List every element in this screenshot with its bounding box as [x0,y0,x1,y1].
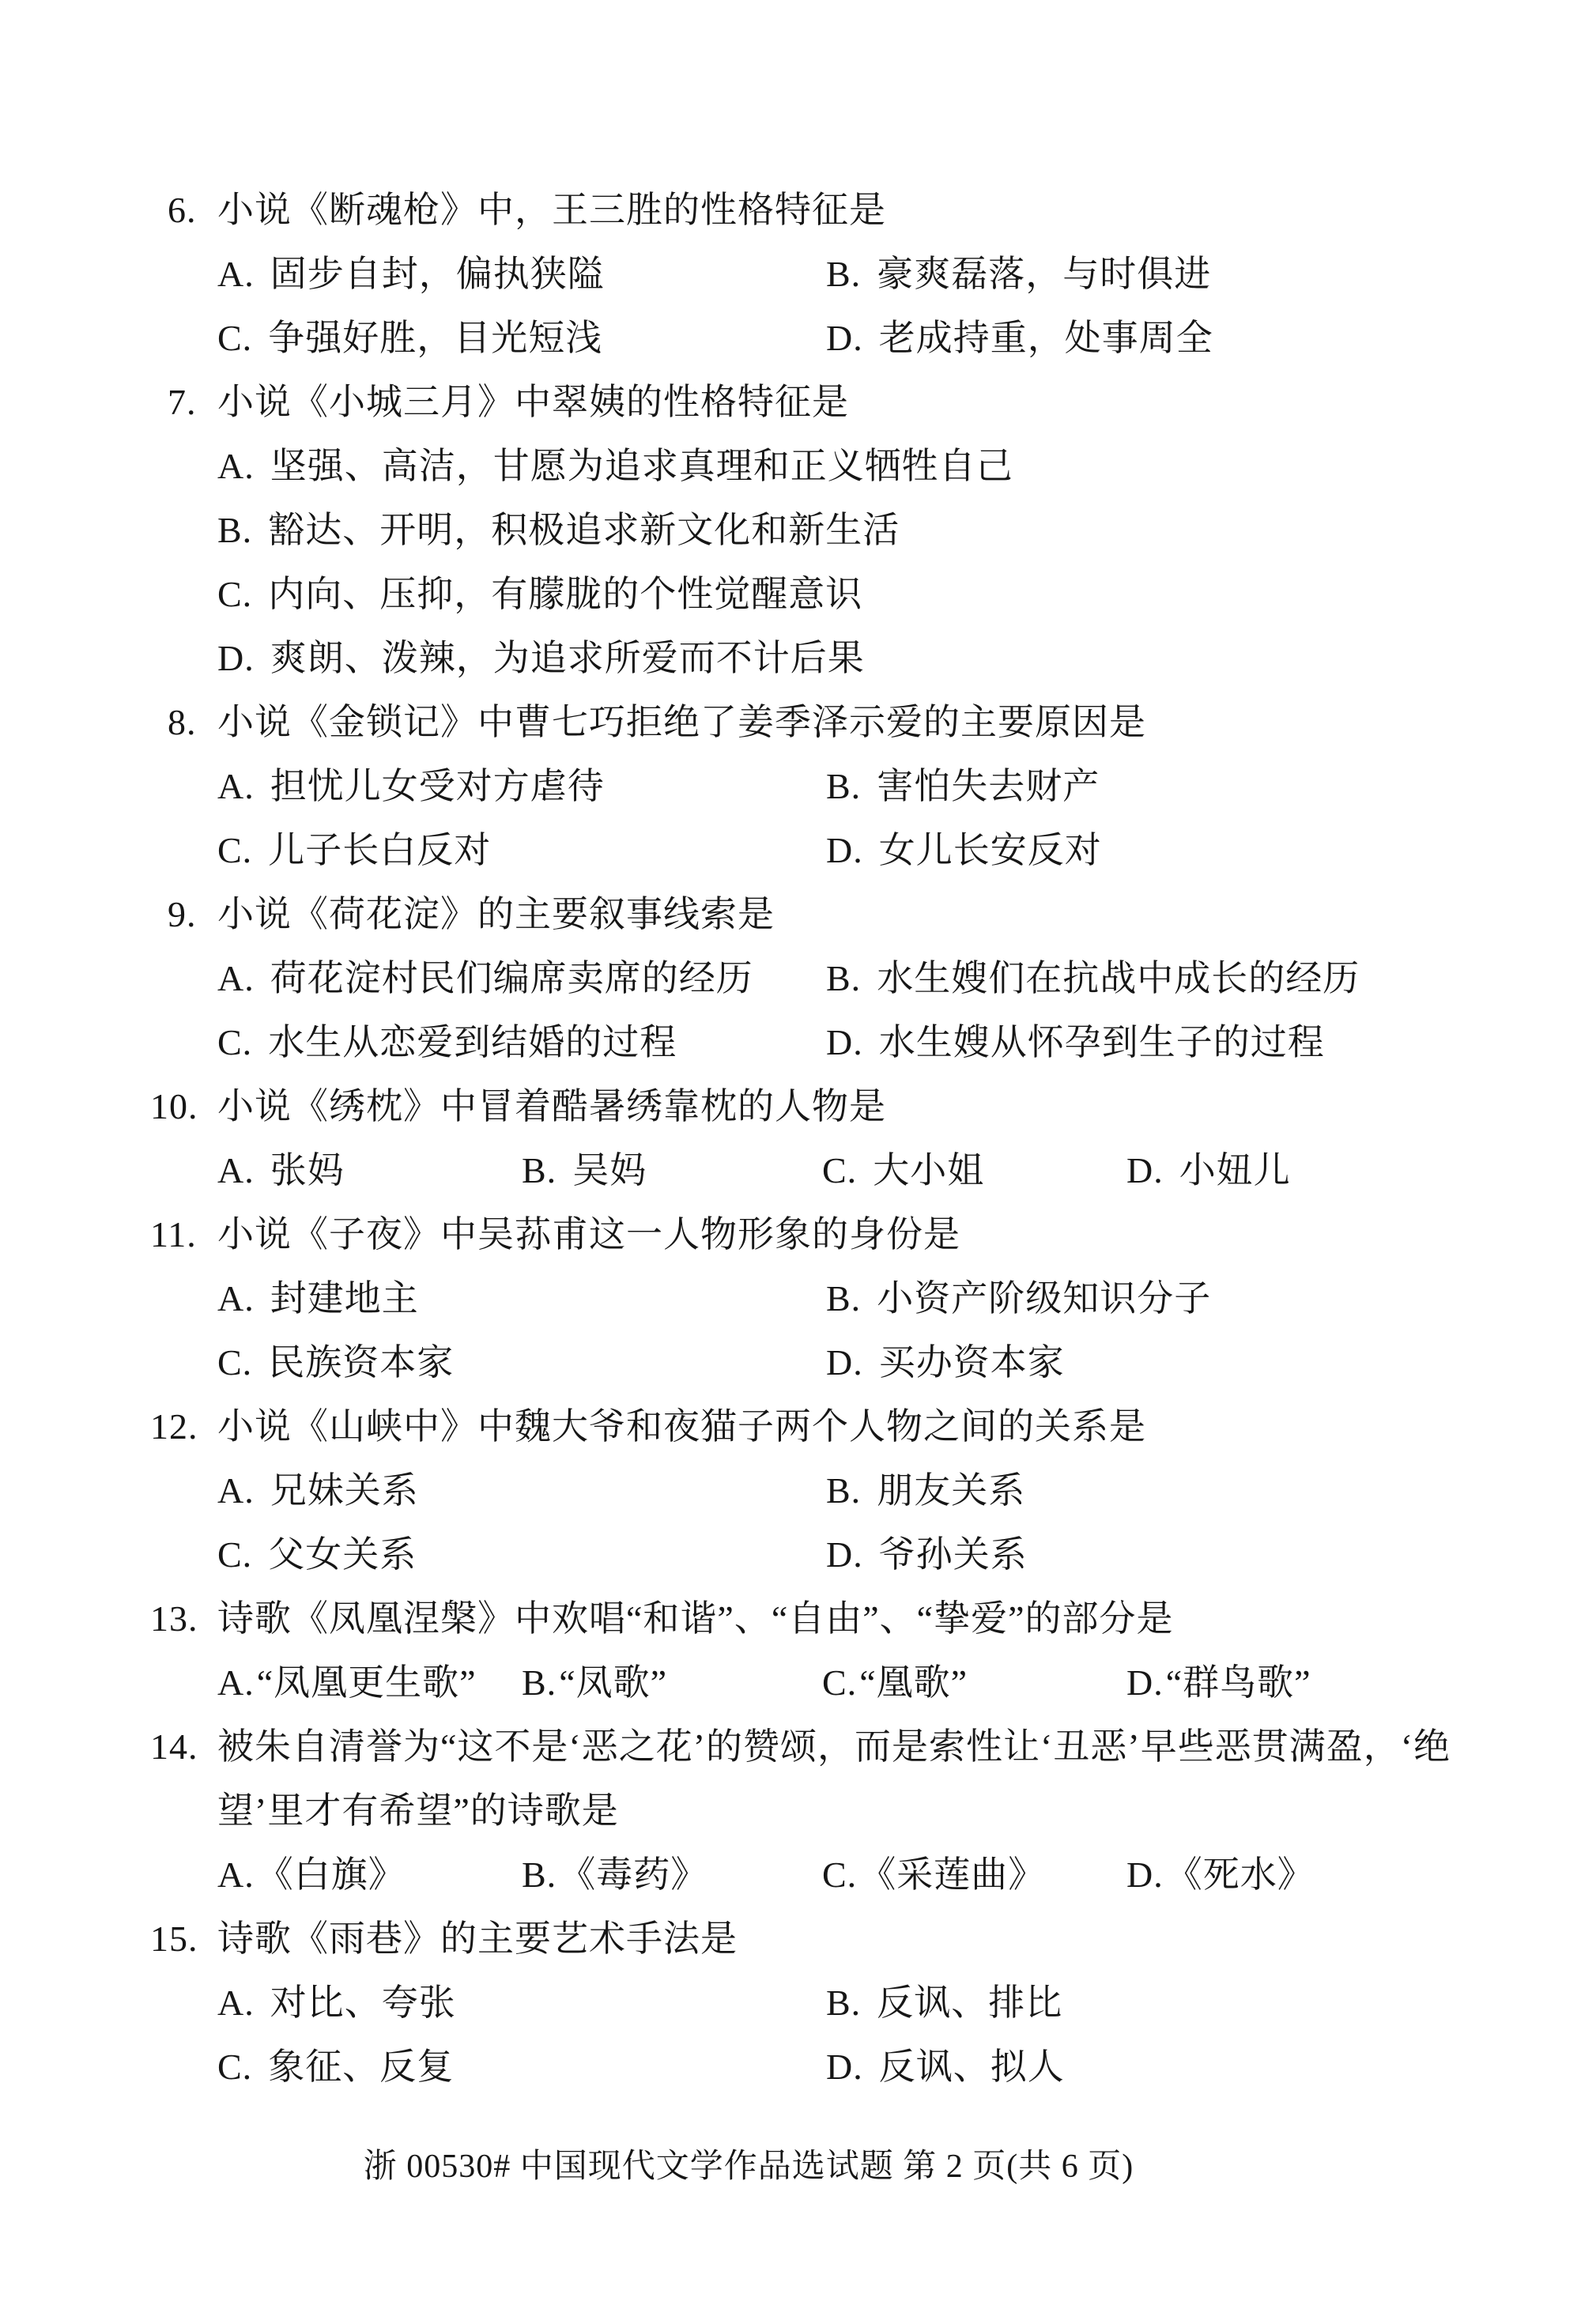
option-text: 水生从恋爱到结婚的过程 [268,1022,677,1062]
option [217,1971,826,2035]
option [217,306,826,370]
option [217,754,826,818]
option-row [0,754,1581,818]
option-text: 朋友关系 [877,1470,1026,1511]
option [217,1330,826,1394]
option-row [0,1010,1581,1074]
option-row [0,1458,1581,1522]
option-text: 《死水》 [1165,1854,1315,1895]
option-text: 《白旗》 [256,1854,406,1895]
option [826,818,1102,882]
option-label: A. [217,766,255,806]
option-row [0,562,1581,626]
stem-text: 小说《山峡中》中魏大爷和夜猫子两个人物之间的关系是 [217,1406,1146,1447]
option [217,434,1013,498]
option-text: 荷花淀村民们编席卖席的经历 [270,958,753,998]
page-footer-row [0,2140,1581,2187]
option-label: B. [522,1854,557,1895]
option-label: D. [826,830,863,870]
option [826,1330,1065,1394]
option-row [0,1138,1581,1202]
option [217,2035,826,2099]
option-text: 豁达、开明，积极追求新文化和新生活 [268,510,900,550]
option-text: 父女关系 [268,1534,417,1575]
option-row [0,1651,1581,1715]
question-number: 13. [150,1598,198,1639]
option [1126,1651,1311,1715]
option-label: A. [217,1854,255,1895]
option-text: 老成持重，处事周全 [878,318,1213,358]
option-label: D. [826,1342,863,1383]
option-text: 水生嫂从怀孕到生子的过程 [878,1022,1325,1062]
question-stem-continued [0,1779,1581,1843]
option-text: 争强好胜，目光短浅 [268,318,603,358]
option-label: C. [217,574,253,614]
option-label: C. [822,1150,858,1190]
option-label: D. [826,318,863,358]
question-stem [0,882,1581,946]
option-row [0,498,1581,562]
option [826,306,1213,370]
option-label: A. [217,1150,255,1190]
option [826,1266,1211,1330]
option-text: “凰歌” [859,1662,968,1703]
question-stem [0,1394,1581,1458]
option-label: C. [217,830,253,870]
option-label: A. [217,1662,255,1703]
option-label: C. [217,1022,253,1062]
option-row [0,1843,1581,1907]
option-row [0,2035,1581,2099]
option-label: C. [217,1342,253,1383]
option-row [0,818,1581,882]
option-text: 兄妹关系 [270,1470,419,1511]
option-label: A. [217,1470,255,1511]
option [826,1010,1325,1074]
option-label: D. [826,1534,863,1575]
option [1126,1138,1291,1202]
option-label: D. [1126,1854,1164,1895]
option [822,1651,1126,1715]
option [217,626,865,690]
option-text: 内向、压抑，有朦胧的个性觉醒意识 [268,574,863,614]
option-text: 对比、夸张 [270,1983,456,2023]
option-label: C. [217,318,253,358]
option [217,1138,522,1202]
question-stem [0,1907,1581,1971]
question-stem [0,690,1581,754]
option-label: D. [826,1022,863,1062]
option-text: 民族资本家 [268,1342,455,1383]
option-text: 害怕失去财产 [877,766,1100,806]
option-text: 豪爽磊落，与时俱进 [877,254,1212,294]
option-row [0,306,1581,370]
stem-text: 望’里才有希望”的诗歌是 [217,1790,619,1831]
option [1126,1843,1315,1907]
option [522,1138,822,1202]
stem-text: 诗歌《凤凰涅槃》中欢唱“和谐”、“自由”、“挚爱”的部分是 [217,1598,1174,1639]
option-text: 爽朗、泼辣，为追求所爱而不计后果 [270,638,865,678]
option-text: “凤凰更生歌” [256,1662,477,1703]
page-footer: 浙 00530# 中国现代文学作品选试题 第 2 页(共 6 页) [363,2149,1134,2185]
option-label: B. [826,958,862,998]
stem-text: 小说《小城三月》中翠姨的性格特征是 [217,382,849,422]
option-label: B. [826,1278,862,1319]
option-text: 象征、反复 [268,2047,455,2087]
option-row [0,434,1581,498]
option-text: 封建地主 [270,1278,419,1319]
question-stem [0,1202,1581,1266]
question-number: 7. [168,382,197,422]
option [217,1651,522,1715]
question-stem [0,370,1581,434]
question-number: 9. [168,894,197,934]
option-label: A. [217,958,255,998]
question-stem [0,1074,1581,1138]
option-row [0,1522,1581,1586]
option-row [0,1330,1581,1394]
option [217,946,826,1010]
option-label: A. [217,446,255,486]
option-text: 儿子长白反对 [268,830,492,870]
option-label: C. [217,1534,253,1575]
question-stem [0,1586,1581,1651]
question-stem [0,1715,1581,1779]
option-text: 女儿长安反对 [878,830,1102,870]
option-text: 小妞儿 [1179,1150,1291,1190]
option-label: D. [1126,1662,1164,1703]
option-row [0,242,1581,306]
option [822,1843,1126,1907]
option [826,754,1100,818]
option-text: 固步自封，偏执狭隘 [270,254,605,294]
question-number: 12. [150,1406,198,1447]
option-label: C. [822,1854,858,1895]
option-row [0,946,1581,1010]
question-number: 6. [168,190,197,230]
option [822,1138,1126,1202]
option [217,1266,826,1330]
option-text: “群鸟歌” [1165,1662,1311,1703]
option [217,562,862,626]
option-text: 大小姐 [873,1150,985,1190]
option-text: 水生嫂们在抗战中成长的经历 [877,958,1360,998]
question-number: 11. [150,1214,197,1254]
option-text: 《采莲曲》 [859,1854,1046,1895]
option-text: 张妈 [270,1150,345,1190]
question-number: 14. [150,1726,198,1767]
option-label: D. [1126,1150,1164,1190]
option-label: B. [826,1470,862,1511]
question-number: 8. [168,702,197,742]
option-label: B. [522,1150,557,1190]
option [826,242,1211,306]
stem-text: 小说《荷花淀》的主要叙事线索是 [217,894,775,934]
option-label: B. [522,1662,557,1703]
question-number: 15. [150,1918,198,1959]
option-text: 《毒药》 [559,1854,708,1895]
option-text: 担忧儿女受对方虐待 [270,766,605,806]
option-label: B. [217,510,253,550]
option [522,1651,822,1715]
option [826,946,1360,1010]
stem-text: 小说《金锁记》中曹七巧拒绝了姜季泽示爱的主要原因是 [217,702,1146,742]
option [217,498,900,562]
option-label: C. [217,2047,253,2087]
option-label: C. [822,1662,858,1703]
option [217,1010,826,1074]
option [826,1458,1025,1522]
option-text: 反讽、拟人 [878,2047,1065,2087]
stem-text: 诗歌《雨巷》的主要艺术手法是 [217,1918,738,1959]
option-label: B. [826,1983,862,2023]
option-row [0,1971,1581,2035]
option-text: 小资产阶级知识分子 [877,1278,1212,1319]
option-row [0,1266,1581,1330]
option [826,1522,1028,1586]
option [522,1843,822,1907]
option-label: D. [217,638,255,678]
option [217,1522,826,1586]
stem-text: 小说《绣枕》中冒着酷暑绣靠枕的人物是 [217,1086,886,1126]
option-text: 买办资本家 [878,1342,1065,1383]
option-label: B. [826,766,862,806]
option [217,1458,826,1522]
option [217,242,826,306]
option [217,1843,522,1907]
question-number: 10. [150,1086,198,1126]
option-label: A. [217,1983,255,2023]
option-label: B. [826,254,862,294]
stem-text: 小说《断魂枪》中，王三胜的性格特征是 [217,190,886,230]
option-text: 坚强、高洁，甘愿为追求真理和正义牺牲自己 [270,446,1013,486]
stem-text: 被朱自清誉为“这不是‘恶之花’的赞颂，而是索性让‘丑恶’早些恶贯满盈，‘绝 [217,1726,1451,1767]
question-stem [0,178,1581,242]
option-text: 吴妈 [572,1150,647,1190]
option-text: “凤歌” [559,1662,668,1703]
option-text: 爷孙关系 [878,1534,1028,1575]
option-label: A. [217,1278,255,1319]
option-text: 反讽、排比 [877,1983,1063,2023]
stem-text: 小说《子夜》中吴荪甫这一人物形象的身份是 [217,1214,960,1254]
option-label: D. [826,2047,863,2087]
option [826,1971,1062,2035]
option-row [0,626,1581,690]
option [826,2035,1065,2099]
option-label: A. [217,254,255,294]
option [217,818,826,882]
